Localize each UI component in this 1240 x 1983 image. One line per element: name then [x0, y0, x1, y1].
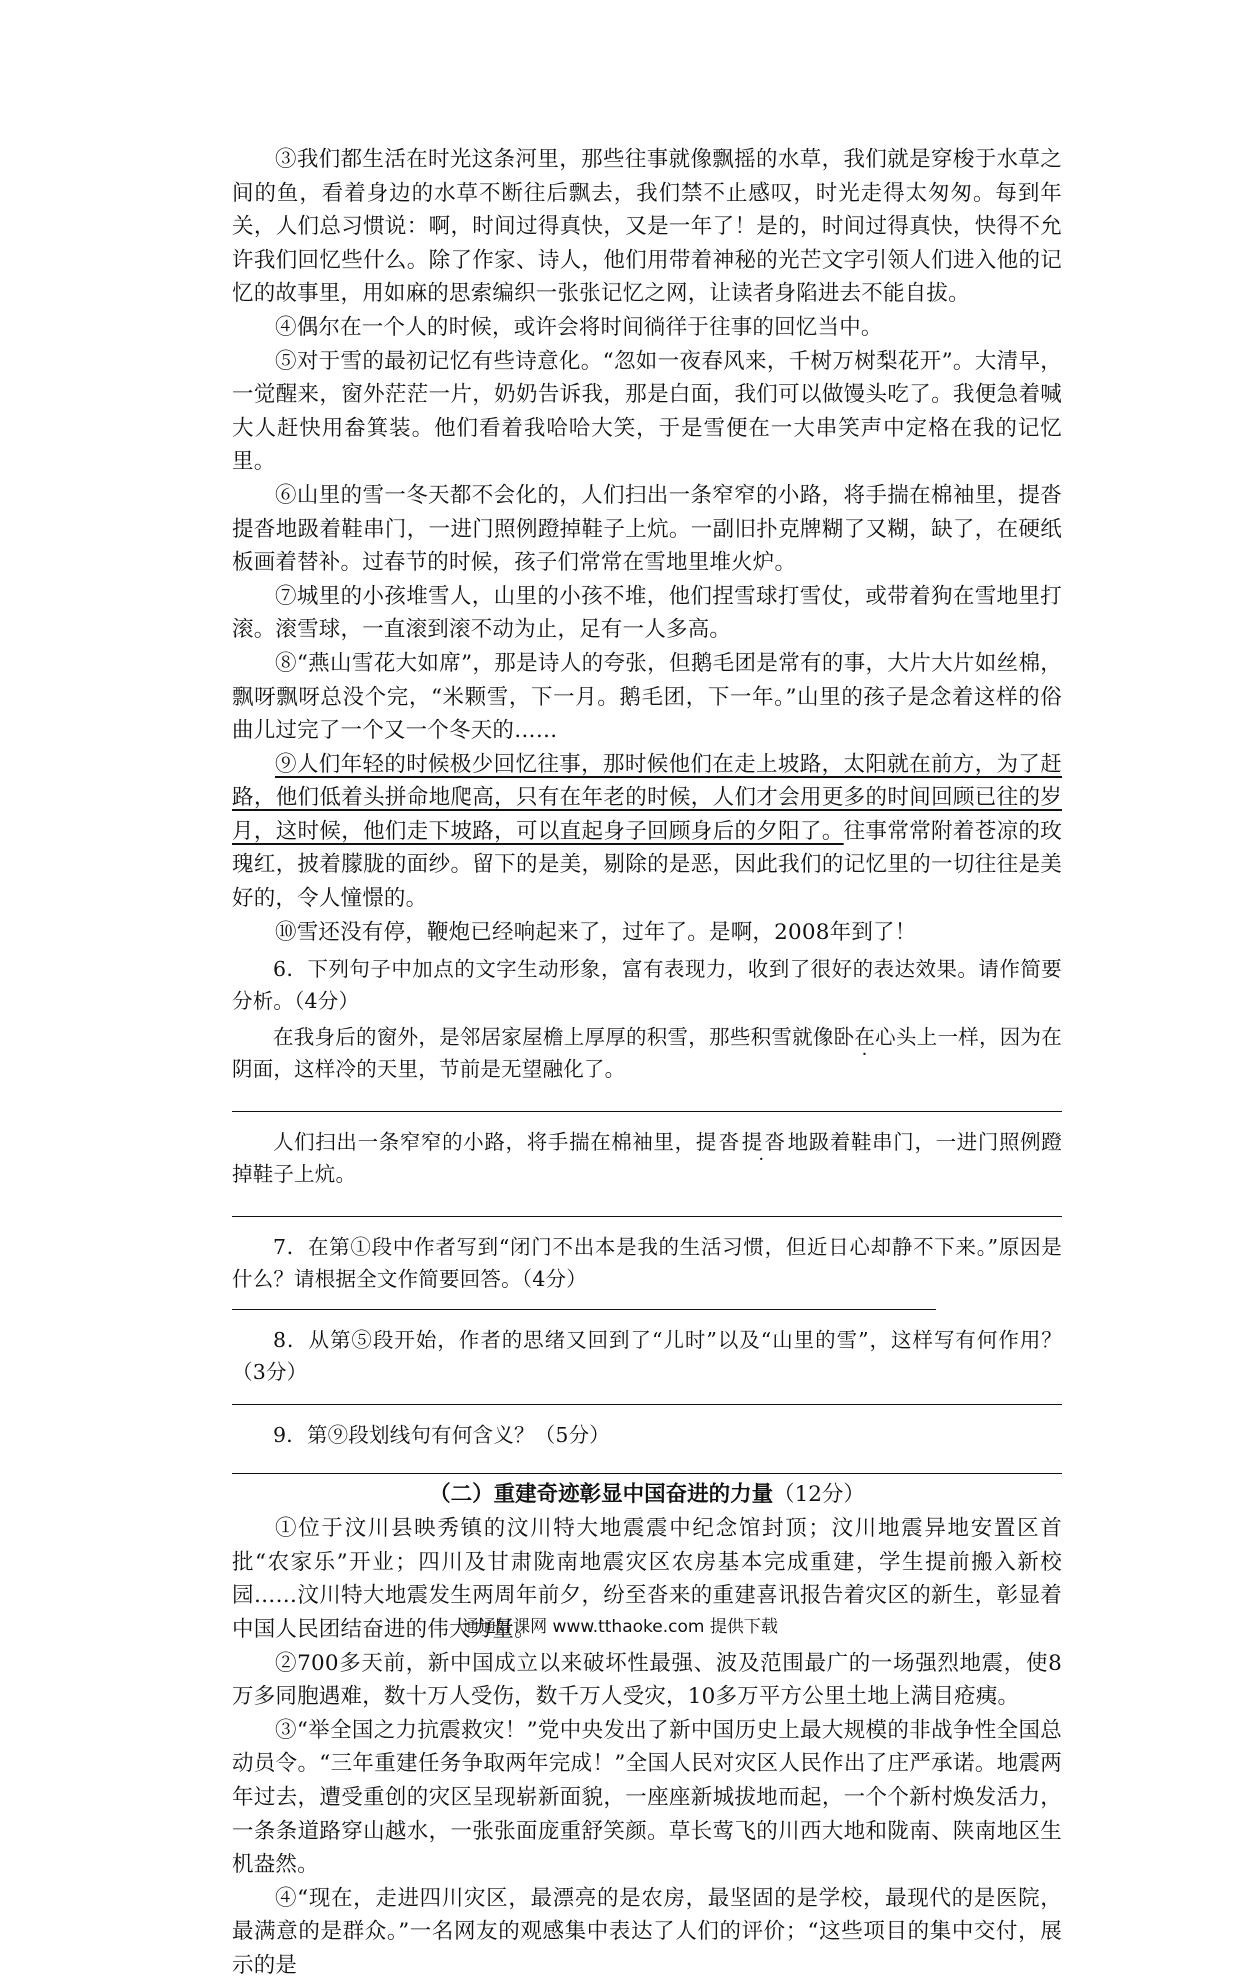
question-8: 8．从第⑤段开始，作者的思绪又回到了“儿时”以及“山里的雪”，这样写有何作用？（3分） — [232, 1328, 1062, 1385]
dotted-word: 提沓提沓 — [695, 1130, 788, 1155]
page-footer: 通通好课网 www.tthaoke.com 提供下载 — [462, 1617, 778, 1637]
dotted-word: 卧 — [833, 1025, 855, 1050]
question-9: 9．第⑨段划线句有何含义？（5分） — [273, 1423, 610, 1448]
answer-line[interactable] — [232, 1111, 1062, 1112]
section-points: （12分） — [773, 1482, 865, 1508]
section2-paragraph-1: ①位于汶川县映秀镇的汶川特大地震震中纪念馆封顶；汶川地震异地安置区首批“农家乐”开业；四川及甘肃陇南地震灾区农房基本完成重建，学生提前搬入新校园……汶川特大地震发生两周年前夕，纷至沓来的重建喜讯报告着灾区的新生，彰显着中国人民团结奋进的伟大力量。 — [232, 1516, 1062, 1643]
exam-page — [232, 143, 1062, 1983]
answer-line[interactable] — [232, 1404, 1062, 1405]
paragraph-4: ④偶尔在一个人的时候，或许会将时间徜徉于往事的回忆当中。 — [275, 314, 883, 340]
paragraph-5: ⑤对于雪的最初记忆有些诗意化。“忽如一夜春风来，千树万树梨花开”。大清早，一觉醒来，窗外茫茫一片，奶奶告诉我，那是白面，我们可以做馒头吃了。我便急着喊大人赶快用畚箕装。他们看着我哈哈大笑，于是雪便在一大串笑声中定格在我的记忆里。 — [232, 348, 1062, 475]
paragraph-6: ⑥山里的雪一冬天都不会化的，人们扫出一条窄窄的小路，将手揣在棉袖里，提沓提沓地趿着鞋串门，一进门照例蹬掉鞋子上炕。一副旧扑克牌糊了又糊，缺了，在硬纸板画着替补。过春节的时候，孩子们常常在雪地里堆火炉。 — [232, 482, 1062, 576]
sentence-part: 人们扫出一条窄窄的小路，将手揣在棉袖里， — [273, 1130, 696, 1155]
paragraph-8: ⑧“燕山雪花大如席”，那是诗人的夸张，但鹅毛团是常有的事，大片大片如丝棉，飘呀飘呀总没个完，“米颗雪，下一月。鹅毛团，下一年。”山里的孩子是念着这样的俗曲儿过完了一个又一个冬天的…… — [232, 650, 1062, 744]
paragraph-9-rest: 往事常常附着苍凉的玫瑰红，披着朦胧的面纱。留下的是美，剔除的是恶，因此我们的记忆里的一切往往是美好的，令人憧憬的。 — [232, 818, 1062, 912]
section2-paragraph-3: ③“举全国之力抗震救灾！”党中央发出了新中国历史上最大规模的非战争性全国总动员令。“三年重建任务争取两年完成！”全国人民对灾区人民作出了庄严承诺。地震两年过去，遭受重创的灾区呈现崭新面貌，一座座新城拔地而起，一个个新村焕发活力，一条条道路穿山越水，一张张面庞重舒笑颜。草长莺飞的川西大地和陇南、陕南地区生机盎然。 — [232, 1717, 1062, 1878]
paragraph-7: ⑦城里的小孩堆雪人，山里的小孩不堆，他们捏雪球打雪仗，或带着狗在雪地里打滚。滚雪球，一直滚到滚不动为止，足有一人多高。 — [232, 583, 1062, 643]
question-6-sentence-1 — [232, 1021, 1062, 1085]
paragraph-10: ⑩雪还没有停，鞭炮已经响起来了，过年了。是啊，2008年到了！ — [275, 919, 917, 945]
sentence-part: 地趿着鞋串门，一进门照例蹬掉鞋子上炕。 — [232, 1130, 1062, 1187]
question-7: 7．在第①段中作者写到“闭门不出本是我的生活习惯，但近日心却静不下来。”原因是什么？请根据全文作简要回答。（4分） — [232, 1235, 1062, 1292]
paragraph-9 — [232, 748, 1062, 916]
sentence-part: 在我身后的窗外，是邻居家屋檐上厚厚的积雪，那些积雪就像 — [273, 1025, 834, 1050]
answer-line[interactable] — [232, 1473, 1062, 1474]
answer-line[interactable] — [232, 1309, 936, 1310]
paragraph-3: ③我们都生活在时光这条河里，那些往事就像飘摇的水草，我们就是穿梭于水草之间的鱼，看着身边的水草不断往后飘去，我们禁不止感叹，时光走得太匆匆。每到年关，人们总习惯说：啊，时间过得真快，又是一年了！是的，时间过得真快，快得不允许我们回忆些什么。除了作家、诗人，他们用带着神秘的光芒文字引领人们进入他的记忆的故事里，用如麻的思索编织一张张记忆之网，让读者身陷进去不能自拔。 — [232, 147, 1062, 307]
sentence-part: 在心头上一样，因为在阴面，这样冷的天里，节前是无望融化了。 — [232, 1025, 1063, 1082]
underlined-sentence: ⑨人们年轻的时候极少回忆往事，那时候他们在走上坡路，太阳就在前方，为了赶路，他们低着头拼命地爬高，只有在年老的时候，人们才会用更多的时间回顾已往的岁月，这时候，他们走下坡路，可以直起身子回顾身后的夕阳了。 — [232, 751, 1062, 844]
section2-paragraph-2: ②700多天前，新中国成立以来破坏性最强、波及范围最广的一场强烈地震，使8万多同胞遇难，数十万人受伤，数千万人受灾，10多万平方公里土地上满目疮痍。 — [232, 1650, 1062, 1710]
section-title-text: （二）重建奇迹彰显中国奋进的力量 — [429, 1482, 774, 1508]
section-title — [232, 1478, 1062, 1512]
question-6-sentence-2 — [232, 1126, 1062, 1190]
question-6-prompt: 6．下列句子中加点的文字生动形象，富有表现力，收到了很好的表达效果。请作简要分析。（4分） — [232, 957, 1062, 1014]
section2-paragraph-4: ④“现在，走进四川灾区，最漂亮的是农房，最坚固的是学校，最现代的是医院，最满意的是群众。”一名网友的观感集中表达了人们的评价；“这些项目的集中交付，展示的是 — [232, 1885, 1062, 1978]
answer-line[interactable] — [232, 1216, 1062, 1217]
